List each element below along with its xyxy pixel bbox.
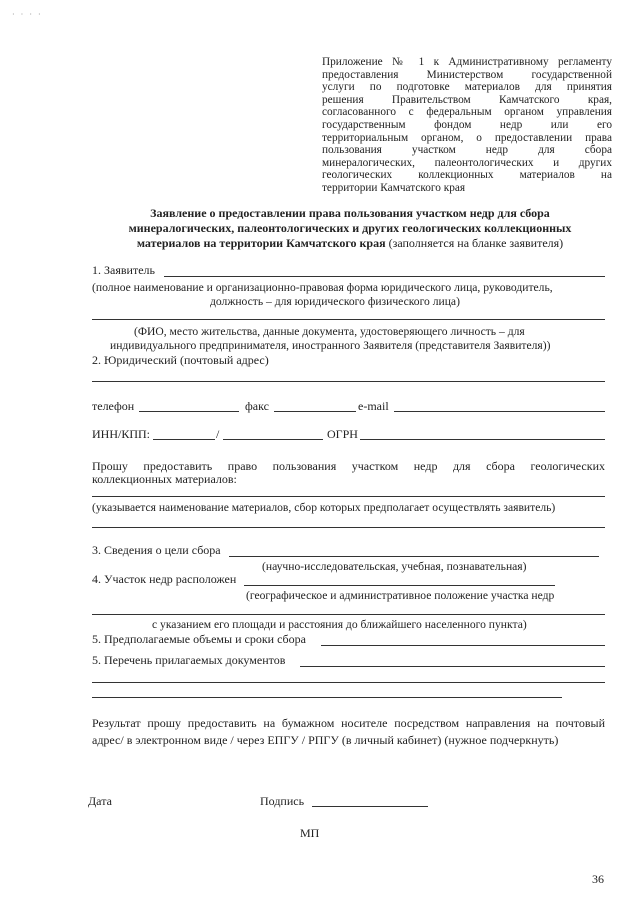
- purpose-field[interactable]: [229, 556, 599, 557]
- signature-field[interactable]: [312, 806, 428, 807]
- ogrn-field[interactable]: [360, 439, 605, 440]
- phone-field[interactable]: [139, 411, 239, 412]
- location-hint: с указанием его площади и расстояния до ближайшего населенного пункта): [152, 618, 527, 631]
- applicant-hint: (полное наименование и организационно-правовая форма юридического лица, руководитель,: [92, 281, 553, 294]
- kpp-field[interactable]: [223, 439, 323, 440]
- date-label: Дата: [88, 794, 112, 808]
- inn-label: ИНН/КПП:: [92, 427, 151, 441]
- purpose-label: 3. Сведения о цели сбора: [92, 543, 221, 557]
- stamp-label: МП: [300, 826, 320, 840]
- appendix-line: территории Камчатского края: [322, 181, 466, 194]
- appendix-line: государственным фондом недр или его: [322, 118, 612, 131]
- fax-label: факс: [245, 399, 269, 413]
- applicant-hint: должность – для юридического физического лица): [210, 295, 460, 308]
- appendix-line: услуги по подготовке материалов для принятия: [322, 81, 612, 94]
- request-text: коллекционных материалов:: [92, 472, 237, 486]
- appendix-line: Приложение № 1 к Административному регламенту: [322, 56, 612, 68]
- address-field[interactable]: [92, 381, 605, 382]
- result-text: Результат прошу предоставить на бумажном носителе посредством направления на почтовый: [92, 716, 605, 730]
- scan-mark: · · · ·: [12, 10, 43, 19]
- documents-field-3[interactable]: [92, 697, 562, 698]
- fax-field[interactable]: [274, 411, 356, 412]
- title-line: Заявление о предоставлении права пользования участком недр для сбора: [150, 206, 550, 220]
- location-field-2[interactable]: [92, 614, 605, 615]
- appendix-note: [322, 56, 612, 195]
- fio-hint: индивидуального предпринимателя, иностранного Заявителя (представителя Заявителя)): [110, 339, 551, 352]
- title-line: минералогических, палеонтологических и других геологических коллекционных: [128, 221, 572, 235]
- applicant-label: 1. Заявитель: [92, 263, 155, 277]
- request-text: Прошу предоставить право пользования участком недр для сбора геологических: [92, 459, 605, 473]
- materials-field[interactable]: [92, 496, 605, 497]
- documents-field-2[interactable]: [92, 682, 605, 683]
- location-hint: (географическое и административное положение участка недр: [246, 589, 555, 602]
- email-label: e-mail: [358, 399, 389, 413]
- email-field[interactable]: [394, 411, 605, 412]
- inn-field[interactable]: [153, 439, 215, 440]
- appendix-line: территориальным органом, о предоставлении права: [322, 131, 612, 144]
- appendix-line: согласованного с федеральным органом управления: [322, 106, 612, 119]
- title-line: материалов на территории Камчатского края: [136, 236, 386, 250]
- purpose-hint: (научно-исследовательская, учебная, познавательная): [262, 560, 527, 573]
- ogrn-label: ОГРН: [327, 427, 358, 441]
- address-label: 2. Юридический (почтовый адрес): [92, 353, 269, 367]
- materials-hint: (указывается наименование материалов, сбор которых предполагает осуществлять заявитель): [92, 501, 556, 514]
- volumes-label: 5. Предполагаемые объемы и сроки сбора: [92, 632, 306, 646]
- title-note: (заполняется на бланке заявителя): [385, 236, 564, 250]
- location-label: 4. Участок недр расположен: [92, 572, 237, 586]
- appendix-line: решения Правительством Камчатского края,: [322, 93, 612, 106]
- fio-hint: (ФИО, место жительства, данные документа, удостоверяющего личность – для: [134, 325, 525, 338]
- materials-field-2[interactable]: [92, 527, 605, 528]
- volumes-field[interactable]: [321, 645, 605, 646]
- signature-label: Подпись: [260, 794, 305, 808]
- phone-label: телефон: [92, 399, 135, 413]
- documents-label: 5. Перечень прилагаемых документов: [92, 653, 286, 667]
- location-field[interactable]: [244, 585, 555, 586]
- appendix-line: пользования участком недр для сбора: [322, 144, 612, 157]
- document-title: [90, 206, 610, 251]
- documents-field[interactable]: [300, 666, 605, 667]
- result-text: адрес/ в электронном виде / через ЕПГУ / РПГУ (в личный кабинет) (нужное подчеркнуть): [92, 733, 559, 747]
- applicant-field-2[interactable]: [92, 319, 605, 320]
- appendix-line: минералогических, палеонтологических и других: [322, 156, 612, 169]
- page-number: 36: [592, 872, 604, 886]
- applicant-field[interactable]: [164, 276, 605, 277]
- inn-slash: /: [216, 427, 220, 441]
- appendix-line: предоставления Министерством государственной: [322, 68, 612, 81]
- appendix-line: геологических коллекционных материалов на: [322, 169, 612, 182]
